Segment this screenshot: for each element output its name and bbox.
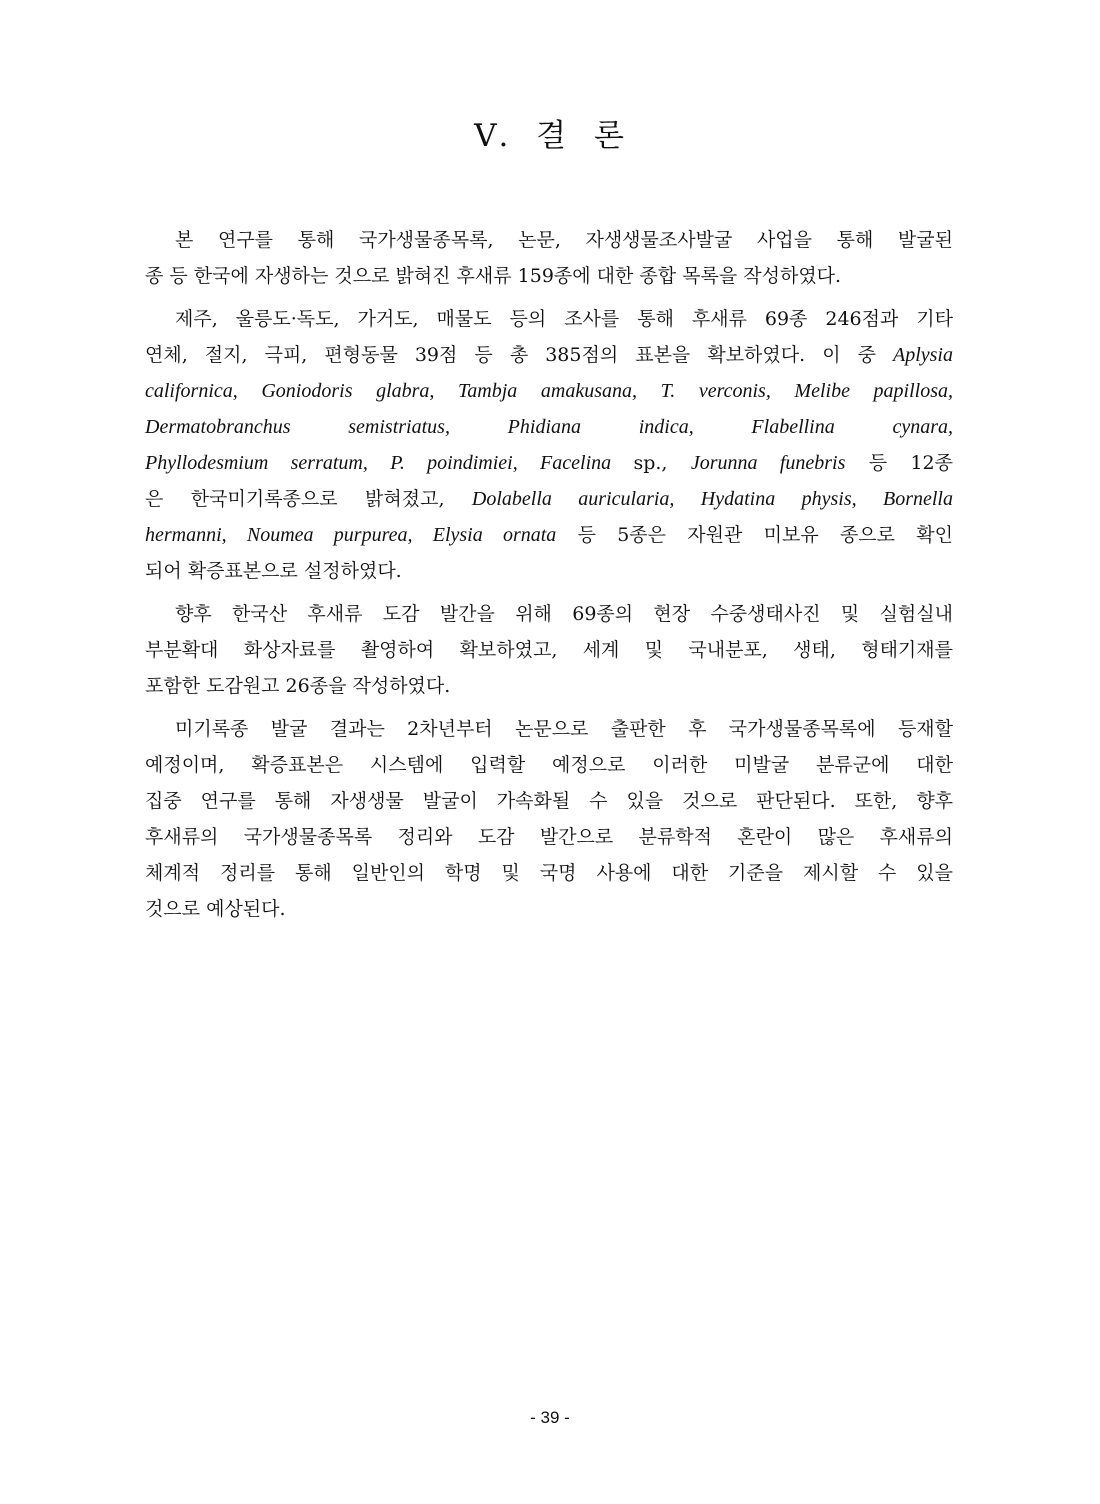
- scientific-name-text: californica, Goniodoris glabra, Tambja amakusana, T. verconis, Melibe papillosa,: [145, 380, 953, 402]
- body-text-segment: 집중 연구를 통해 자생생물 발굴이 가속화될 수 있을 것으로 판단된다. 또한, 향후: [145, 790, 953, 812]
- paragraph: [145, 301, 953, 589]
- scientific-name-text: Dolabella auricularia, Hydatina physis, Bornella: [471, 488, 953, 510]
- scientific-name-text: Jorunna funebris: [690, 452, 846, 474]
- text-line: [145, 891, 953, 927]
- paragraph: [145, 222, 953, 294]
- body-text-segment: 본 연구를 통해 국가생물종목록, 논문, 자생생물조사발굴 사업을 통해 발굴된: [175, 229, 953, 251]
- body-text-segment: sp.,: [633, 452, 691, 474]
- text-line: [145, 373, 953, 409]
- body-text-segment: 연체, 절지, 극피, 편형동물 39점 등 총 385점의 표본을 확보하였다. 이 중: [145, 344, 893, 366]
- body-text-segment: 향후 한국산 후새류 도감 발간을 위해 69종의 현장 수중생태사진 및 실험실내: [175, 603, 953, 625]
- body-text: [145, 222, 953, 934]
- body-text-segment: 미기록종 발굴 결과는 2차년부터 논문으로 출판한 후 국가생물종목록에 등재할: [175, 718, 953, 740]
- text-line: [145, 481, 953, 517]
- body-text-segment: 등 5종은 자원관 미보유 종으로 확인: [556, 524, 953, 546]
- text-line: [145, 596, 953, 632]
- body-text-segment: 종 등 한국에 자생하는 것으로 밝혀진 후새류 159종에 대한 종합 목록을 작성하였다.: [145, 265, 842, 287]
- text-line: [145, 553, 953, 589]
- scientific-name-text: Aplysia: [893, 344, 953, 366]
- text-line: [145, 258, 953, 294]
- body-text-segment: 예정이며, 확증표본은 시스템에 입력할 예정으로 이러한 미발굴 분류군에 대한: [145, 754, 953, 776]
- paragraph: [145, 711, 953, 927]
- text-line: [145, 819, 953, 855]
- text-line: [145, 301, 953, 337]
- body-text-segment: 체계적 정리를 통해 일반인의 학명 및 국명 사용에 대한 기준을 제시할 수 있을: [145, 862, 953, 884]
- body-text-segment: 은 한국미기록종으로 밝혀졌고,: [145, 488, 472, 510]
- body-text-segment: 것으로 예상된다.: [145, 898, 286, 920]
- scientific-name-text: Phyllodesmium serratum, P. poindimiei, Facelina: [145, 452, 634, 474]
- text-line: [145, 747, 953, 783]
- text-line: [145, 517, 953, 553]
- text-line: [145, 337, 953, 373]
- body-text-segment: 되어 확증표본으로 설정하였다.: [145, 560, 402, 582]
- text-line: [145, 445, 953, 481]
- text-line: [145, 632, 953, 668]
- body-text-segment: 등 12종: [845, 452, 953, 474]
- text-line: [145, 855, 953, 891]
- body-text-segment: 제주, 울릉도·독도, 가거도, 매물도 등의 조사를 통해 후새류 69종 246점과 기타: [175, 308, 953, 330]
- text-line: [145, 222, 953, 258]
- body-text-segment: 후새류의 국가생물종목록 정리와 도감 발간으로 분류학적 혼란이 많은 후새류의: [145, 826, 953, 848]
- page-number: - 39 -: [530, 1408, 570, 1427]
- body-text-segment: 부분확대 화상자료를 촬영하여 확보하였고, 세계 및 국내분포, 생태, 형태기재를: [145, 639, 953, 661]
- text-line: [145, 409, 953, 445]
- text-line: [145, 783, 953, 819]
- body-text-segment: 포함한 도감원고 26종을 작성하였다.: [145, 675, 451, 697]
- scientific-name-text: hermanni, Noumea purpurea, Elysia ornata: [145, 524, 557, 546]
- text-line: [145, 668, 953, 704]
- text-line: [145, 711, 953, 747]
- section-title: Ⅴ. 결 론: [474, 118, 626, 154]
- scientific-name-text: Dermatobranchus semistriatus, Phidiana indica, Flabellina cynara,: [145, 416, 953, 438]
- paragraph: [145, 596, 953, 704]
